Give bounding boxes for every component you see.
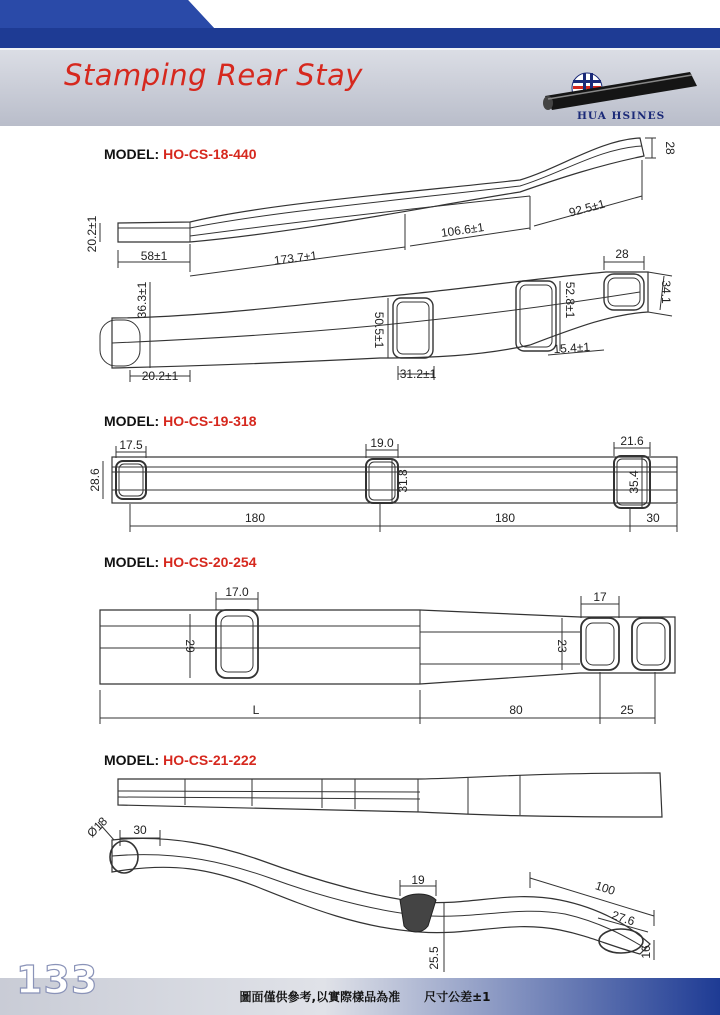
svg-text:34.1: 34.1 <box>659 280 673 304</box>
model-heading-4: MODEL: HO-CS-21-222 <box>104 752 257 768</box>
svg-text:28: 28 <box>615 247 629 261</box>
svg-text:92.5±1: 92.5±1 <box>567 196 607 220</box>
svg-text:50.5±1: 50.5±1 <box>372 311 386 349</box>
svg-text:29: 29 <box>183 639 197 653</box>
svg-text:17.0: 17.0 <box>225 585 249 599</box>
model-21-dimension-labels <box>84 814 653 970</box>
svg-text:Ø18: Ø18 <box>84 814 111 841</box>
svg-text:20.2±1: 20.2±1 <box>141 369 179 383</box>
model-20-drawing <box>100 592 675 724</box>
svg-text:30: 30 <box>133 823 147 837</box>
page-number: 133 <box>16 958 99 1002</box>
svg-text:28.6: 28.6 <box>88 468 102 492</box>
svg-text:35.4: 35.4 <box>627 470 641 494</box>
svg-text:180: 180 <box>244 511 266 525</box>
svg-text:19.0: 19.0 <box>370 436 394 450</box>
svg-text:30: 30 <box>646 511 660 525</box>
svg-text:17.5: 17.5 <box>119 438 143 452</box>
page-title: Stamping Rear Stay <box>64 58 363 92</box>
svg-text:100: 100 <box>593 878 617 898</box>
model-19-dimension-labels <box>88 434 660 525</box>
svg-text:58±1: 58±1 <box>140 249 168 263</box>
model-21-curved-view <box>98 822 654 972</box>
svg-text:25.5: 25.5 <box>427 946 441 970</box>
model-heading-3: MODEL: HO-CS-20-254 <box>104 554 257 570</box>
svg-text:173.7±1: 173.7±1 <box>273 248 318 268</box>
svg-text:20.2±1: 20.2±1 <box>85 215 99 253</box>
svg-text:25: 25 <box>620 703 634 717</box>
model-20-dimension-labels <box>183 585 634 717</box>
svg-text:180: 180 <box>494 511 516 525</box>
svg-text:15.4±1: 15.4±1 <box>552 339 591 357</box>
svg-text:21.6: 21.6 <box>620 434 644 448</box>
svg-text:27.6: 27.6 <box>609 907 637 929</box>
svg-text:80: 80 <box>509 703 523 717</box>
model-21-side-view <box>118 773 662 817</box>
svg-text:L: L <box>252 703 260 717</box>
svg-text:19: 19 <box>411 873 425 887</box>
svg-text:36.3±1: 36.3±1 <box>135 281 149 319</box>
svg-text:28: 28 <box>663 141 677 155</box>
svg-text:17: 17 <box>593 590 607 604</box>
brand-name: HUA HSINES <box>577 110 666 122</box>
model-19-drawing <box>103 442 677 532</box>
svg-text:52.8±1: 52.8±1 <box>563 281 577 319</box>
svg-text:106.6±1: 106.6±1 <box>440 220 485 240</box>
svg-text:31.8: 31.8 <box>396 469 410 493</box>
svg-text:31.2±1: 31.2±1 <box>399 367 437 381</box>
model-heading-2: MODEL: HO-CS-19-318 <box>104 413 257 429</box>
svg-text:16: 16 <box>639 945 653 959</box>
model-heading-1: MODEL: HO-CS-18-440 <box>104 146 257 162</box>
svg-text:23: 23 <box>555 639 569 653</box>
footer-note: 圖面僅供參考,以實際樣品為准 尺寸公差±1 <box>239 990 491 1004</box>
